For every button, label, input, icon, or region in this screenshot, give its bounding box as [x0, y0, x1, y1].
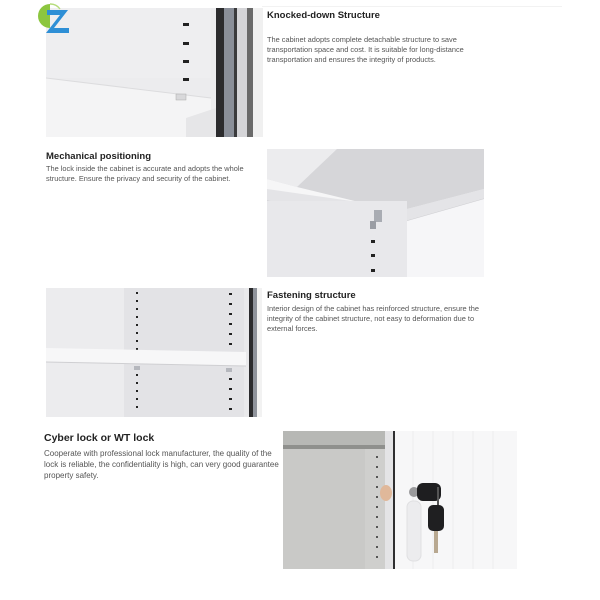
section-title-knocked-down: Knocked-down Structure [267, 10, 380, 21]
section-desc-cyber-lock: Cooperate with professional lock manufacturer, the quality of the lock is reliable, the confidentiality is high, can very good guarantee property safety. [44, 449, 279, 480]
section-desc-mechanical-positioning: The lock inside the cabinet is accurate and adopts the whole structure. Ensure the privacy and security of the cabinet. [46, 164, 244, 183]
photo-fastening-structure [46, 288, 262, 417]
photo-knocked-down [46, 8, 263, 137]
photo-mechanical-positioning [267, 149, 484, 277]
brand-logo [38, 2, 74, 36]
photo-cyber-lock [283, 431, 517, 569]
z-logo-icon [38, 2, 74, 36]
section-title-cyber-lock: Cyber lock or WT lock [44, 432, 155, 444]
section-title-fastening-structure: Fastening structure [267, 290, 356, 301]
section-desc-fastening-structure: Interior design of the cabinet has reinforced structure, ensure the integrity of the cabinet structure, not easy to deformation due to external forces. [267, 304, 479, 333]
section-desc-knocked-down: The cabinet adopts complete detachable structure to save transportation space and cost. It is suitable for long-distance transportation and ensures the integrity of products. [267, 35, 464, 64]
top-divider [262, 6, 562, 7]
section-title-mechanical-positioning: Mechanical positioning [46, 151, 152, 162]
